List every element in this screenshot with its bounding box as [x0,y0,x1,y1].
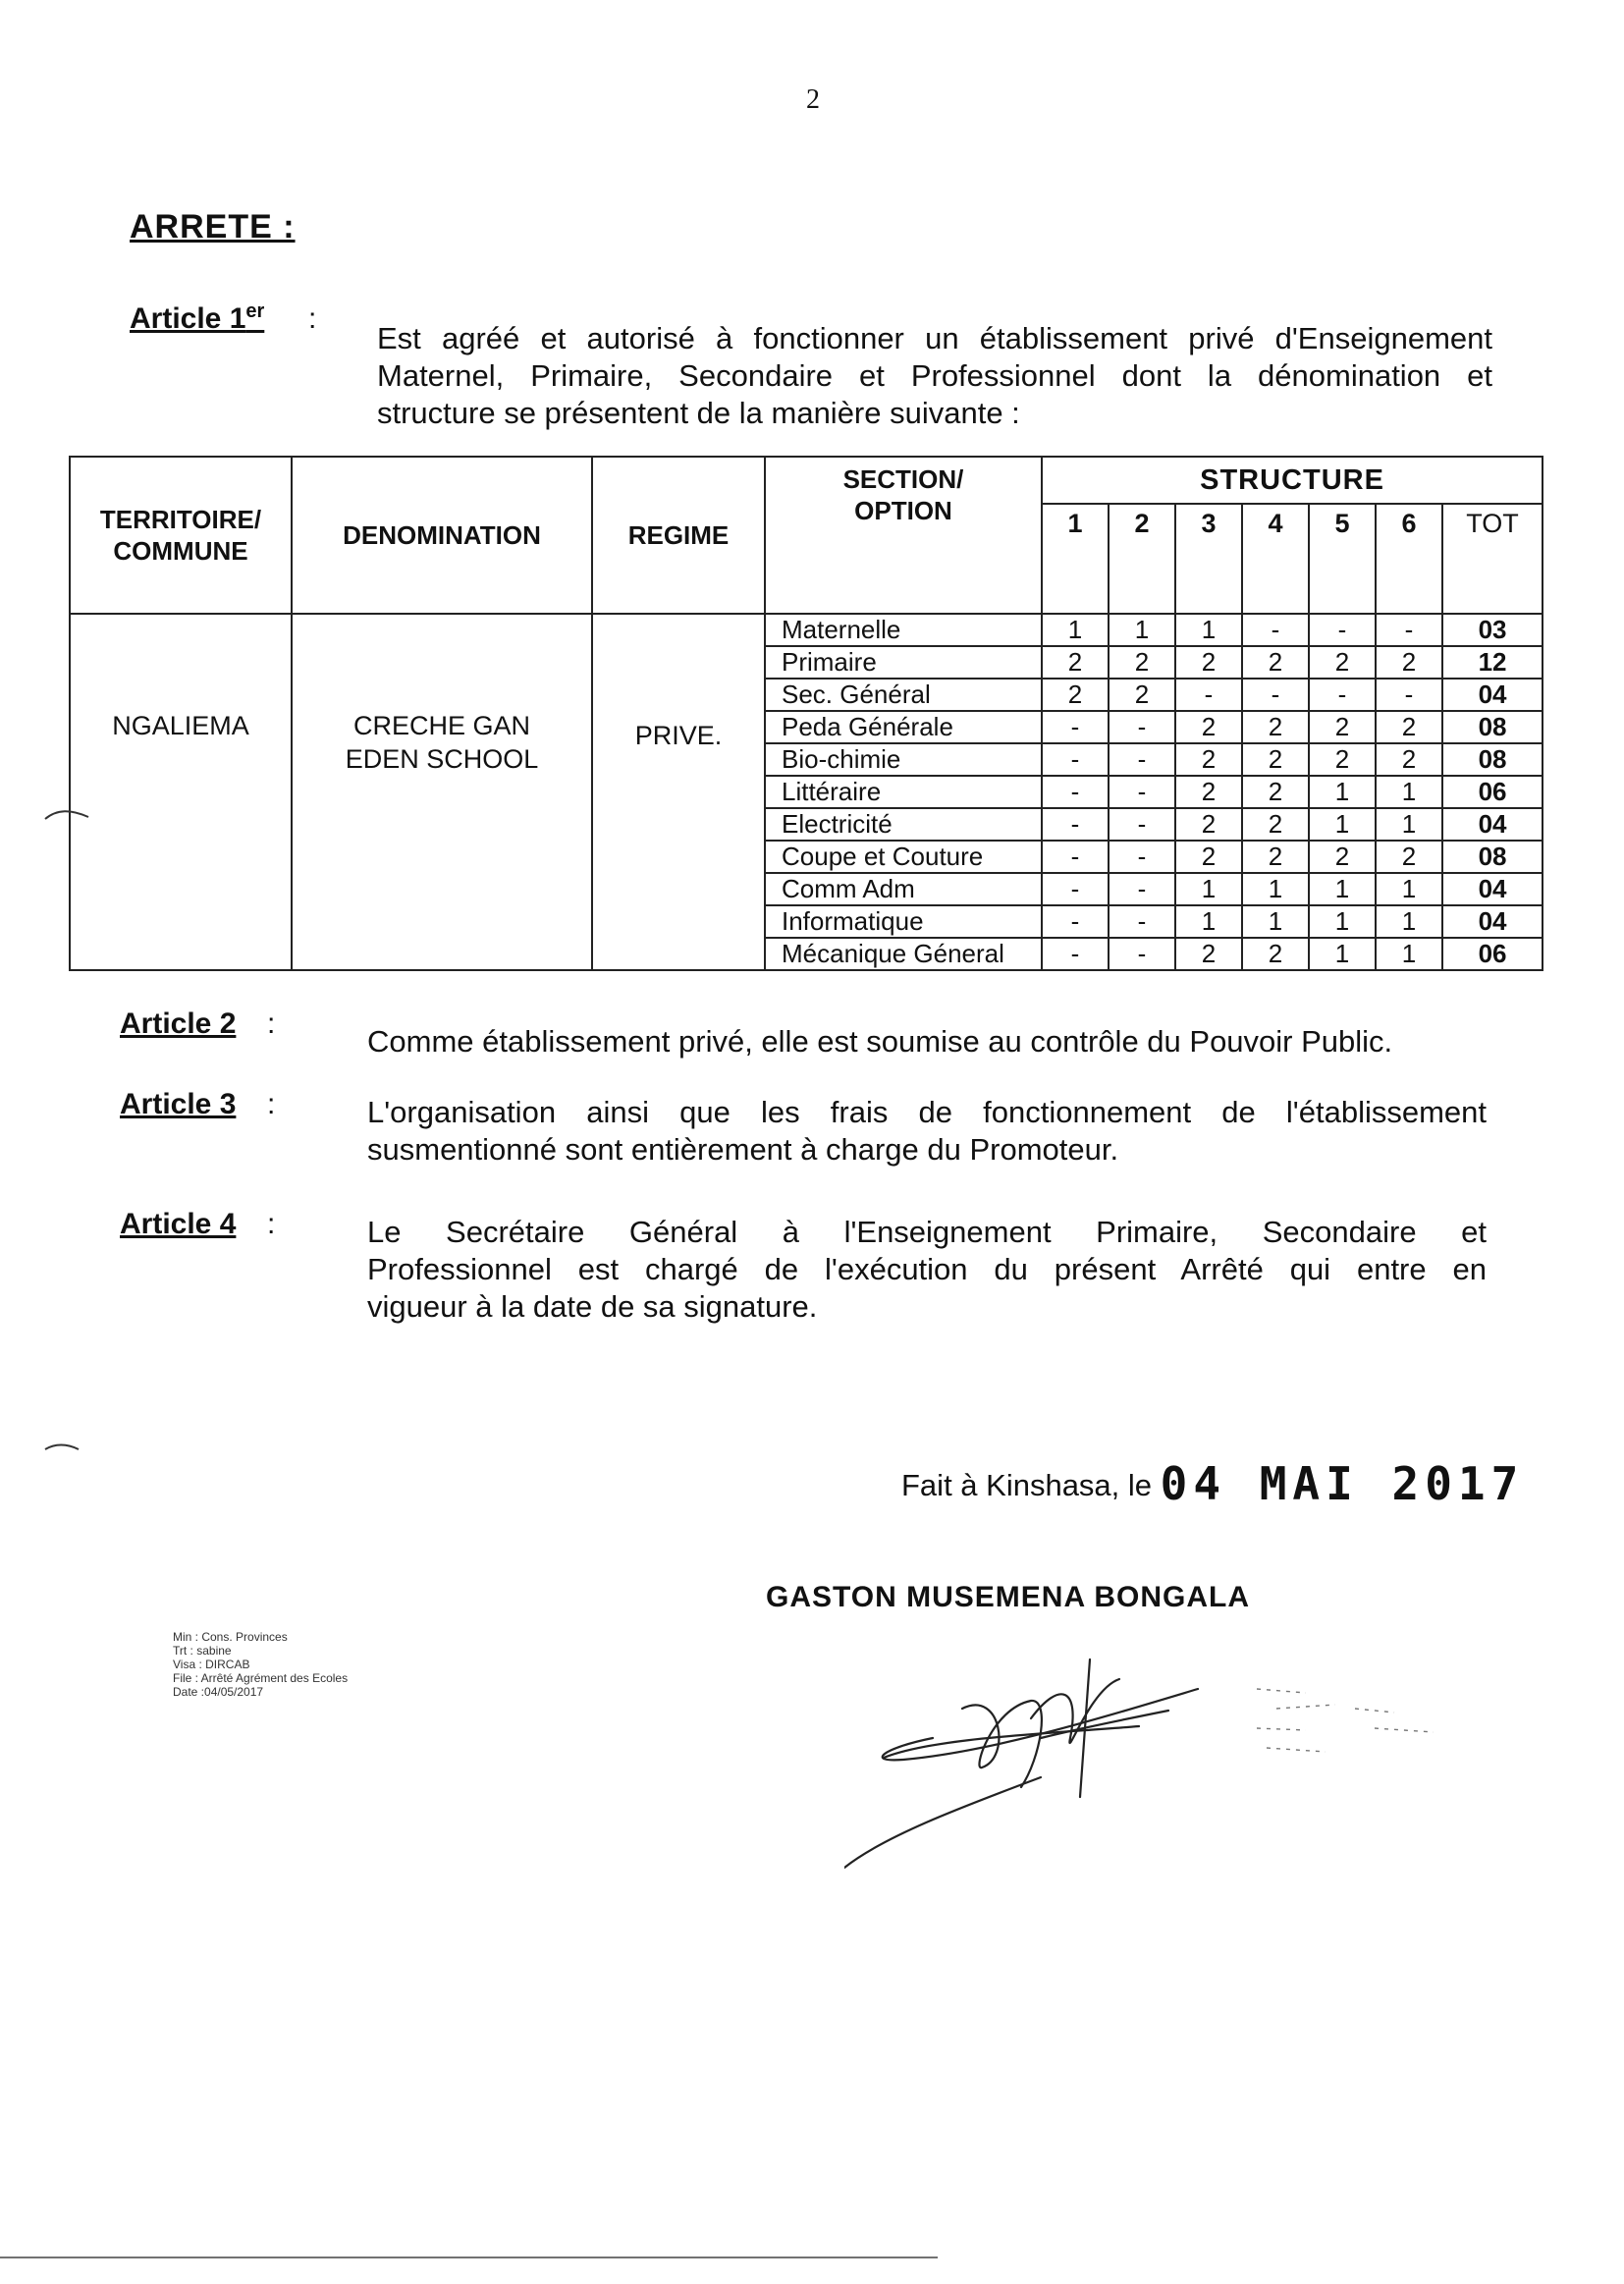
cell-value: 2 [1242,711,1309,743]
cell-value: - [1376,679,1442,711]
cell-option: Peda Générale [765,711,1042,743]
cell-value: - [1175,679,1242,711]
cell-total: 04 [1442,905,1543,938]
cell-value: 2 [1242,646,1309,679]
cell-total: 04 [1442,808,1543,841]
cell-value: 2 [1309,646,1376,679]
cell-total: 04 [1442,679,1543,711]
article-2-line: Comme établissement privé, elle est soumise au contrôle du Pouvoir Public. [367,1024,1393,1059]
cell-value: 2 [1175,808,1242,841]
cell-value: 2 [1309,841,1376,873]
cell-value: 1 [1309,873,1376,905]
article-4-line: vigueur à la date de sa signature. [367,1289,818,1324]
cell-value: 2 [1042,646,1109,679]
cell-value: - [1042,711,1109,743]
header-structure: STRUCTURE [1042,457,1543,504]
cell-value: 1 [1309,905,1376,938]
article-1-label [130,300,264,336]
article-3-line: L'organisation ainsi que les frais de fonctionnement de l'établissement [367,1095,1487,1129]
place-text: Fait à Kinshasa, le [901,1468,1153,1502]
handwritten-signature [844,1650,1473,1876]
cell-option: Comm Adm [765,873,1042,905]
cell-denomination [292,614,592,970]
cell-value: 2 [1242,808,1309,841]
cell-option: Electricité [765,808,1042,841]
cell-total: 06 [1442,938,1543,970]
article-1-label-text: Article 1 [130,302,246,335]
cell-value: - [1109,841,1175,873]
header-col-5: 5 [1309,504,1376,614]
cell-value: 2 [1175,646,1242,679]
decree-heading: ARRETE : [130,208,296,245]
header-section-line2: OPTION [854,496,952,525]
header-section-line1: SECTION/ [842,464,964,494]
article-1-superscript: er [245,300,265,322]
cell-option: Primaire [765,646,1042,679]
cell-value: - [1309,614,1376,646]
header-col-2: 2 [1109,504,1175,614]
header-section [765,457,1042,614]
cell-total: 03 [1442,614,1543,646]
cell-value: 2 [1242,776,1309,808]
cell-value: 1 [1242,873,1309,905]
cell-value: 1 [1376,873,1442,905]
cell-option: Sec. Général [765,679,1042,711]
cell-value: 2 [1242,841,1309,873]
cell-value: - [1042,743,1109,776]
cell-value: 2 [1242,938,1309,970]
cell-value: 2 [1242,743,1309,776]
denomination-line2: EDEN SCHOOL [345,744,539,774]
cell-option: Mécanique Géneral [765,938,1042,970]
cell-value: 2 [1175,938,1242,970]
cell-value: - [1109,873,1175,905]
scan-mark [43,805,92,825]
article-2-text [367,1023,1487,1060]
cell-value: 2 [1175,841,1242,873]
cell-value: 2 [1376,743,1442,776]
cell-value: - [1109,776,1175,808]
article-4-line: Le Secrétaire Général à l'Enseignement Primaire, Secondaire et [367,1215,1487,1249]
header-regime: REGIME [592,457,765,614]
cell-option: Maternelle [765,614,1042,646]
date-stamp: 04 MAI 2017 [1160,1457,1525,1510]
header-territoire-line2: COMMUNE [113,536,248,566]
reference-note: File : Arrêté Agrément des Ecoles [173,1671,349,1685]
article-4-label: Article 4 [120,1208,237,1240]
cell-value: 1 [1242,905,1309,938]
header-col-3: 3 [1175,504,1242,614]
article-1-line: Maternel, Primaire, Secondaire et Professionnel dont la dénomination et [377,358,1492,393]
cell-value: - [1042,841,1109,873]
cell-total: 08 [1442,711,1543,743]
signatory-name: GASTON MUSEMENA BONGALA [766,1581,1251,1613]
cell-value: - [1376,614,1442,646]
cell-total: 08 [1442,743,1543,776]
cell-value: 1 [1175,614,1242,646]
article-3-line: susmentionné sont entièrement à charge du Promoteur. [367,1132,1119,1167]
cell-value: - [1042,905,1109,938]
cell-value: 2 [1175,743,1242,776]
article-3-text [367,1094,1487,1169]
cell-value: 1 [1376,905,1442,938]
header-territoire-line1: TERRITOIRE/ [99,505,262,534]
cell-value: 2 [1376,646,1442,679]
cell-value: 2 [1109,646,1175,679]
cell-value: 1 [1309,776,1376,808]
cell-value: 2 [1309,711,1376,743]
header-col-1: 1 [1042,504,1109,614]
cell-value: 2 [1309,743,1376,776]
scan-mark [43,1440,82,1455]
header-col-6: 6 [1376,504,1442,614]
reference-note: Date :04/05/2017 [173,1685,264,1699]
reference-note: Trt : sabine [173,1644,232,1658]
cell-value: - [1109,711,1175,743]
cell-value: - [1042,808,1109,841]
cell-value: 1 [1042,614,1109,646]
article-2-label: Article 2 [120,1007,237,1040]
cell-value: 2 [1175,711,1242,743]
header-col-tot: TOT [1442,504,1543,614]
page-number: 2 [806,84,820,115]
article-3-label: Article 3 [120,1088,237,1120]
structure-table [69,456,1542,968]
cell-value: 1 [1376,938,1442,970]
cell-value: 1 [1376,776,1442,808]
article-2-colon: : [267,1007,276,1040]
cell-value: - [1109,938,1175,970]
cell-value: 1 [1175,905,1242,938]
cell-option: Bio-chimie [765,743,1042,776]
cell-value: - [1109,743,1175,776]
cell-option: Informatique [765,905,1042,938]
cell-value: 1 [1376,808,1442,841]
article-4-colon: : [267,1208,276,1240]
cell-value: 1 [1309,938,1376,970]
cell-total: 08 [1442,841,1543,873]
article-1-colon: : [308,302,317,335]
article-3-colon: : [267,1088,276,1120]
header-denomination: DENOMINATION [292,457,592,614]
article-1-line: Est agréé et autorisé à fonctionner un établissement privé d'Enseignement [377,321,1492,355]
reference-notes [173,1630,348,1699]
cell-value: 2 [1376,711,1442,743]
header-col-4: 4 [1242,504,1309,614]
cell-value: - [1109,905,1175,938]
header-territoire [70,457,292,614]
cell-value: - [1242,614,1309,646]
cell-value: - [1109,808,1175,841]
reference-note: Visa : DIRCAB [173,1658,250,1671]
article-1-text [377,320,1492,432]
article-4-line: Professionnel est chargé de l'exécution du présent Arrêté qui entre en [367,1252,1487,1286]
cell-value: 2 [1109,679,1175,711]
cell-value: 1 [1109,614,1175,646]
cell-value: 2 [1376,841,1442,873]
cell-value: - [1242,679,1309,711]
cell-regime: PRIVE. [592,614,765,970]
cell-value: - [1042,873,1109,905]
cell-total: 06 [1442,776,1543,808]
cell-value: 1 [1175,873,1242,905]
cell-total: 12 [1442,646,1543,679]
cell-value: - [1309,679,1376,711]
structure-table-body [70,614,1543,970]
cell-option: Coupe et Couture [765,841,1042,873]
denomination-line1: CRECHE GAN [352,711,531,740]
cell-option: Littéraire [765,776,1042,808]
cell-value: - [1042,776,1109,808]
cell-value: 2 [1042,679,1109,711]
place-and-date [901,1457,1524,1510]
article-1-line: structure se présentent de la manière suivante : [377,396,1020,430]
cell-value: 2 [1175,776,1242,808]
cell-value: 1 [1309,808,1376,841]
table-row [70,614,1543,646]
reference-note: Min : Cons. Provinces [173,1630,288,1644]
cell-territoire: NGALIEMA [70,614,292,970]
cell-value: - [1042,938,1109,970]
page-edge-line [0,2255,943,2260]
article-4-text [367,1214,1487,1326]
cell-total: 04 [1442,873,1543,905]
